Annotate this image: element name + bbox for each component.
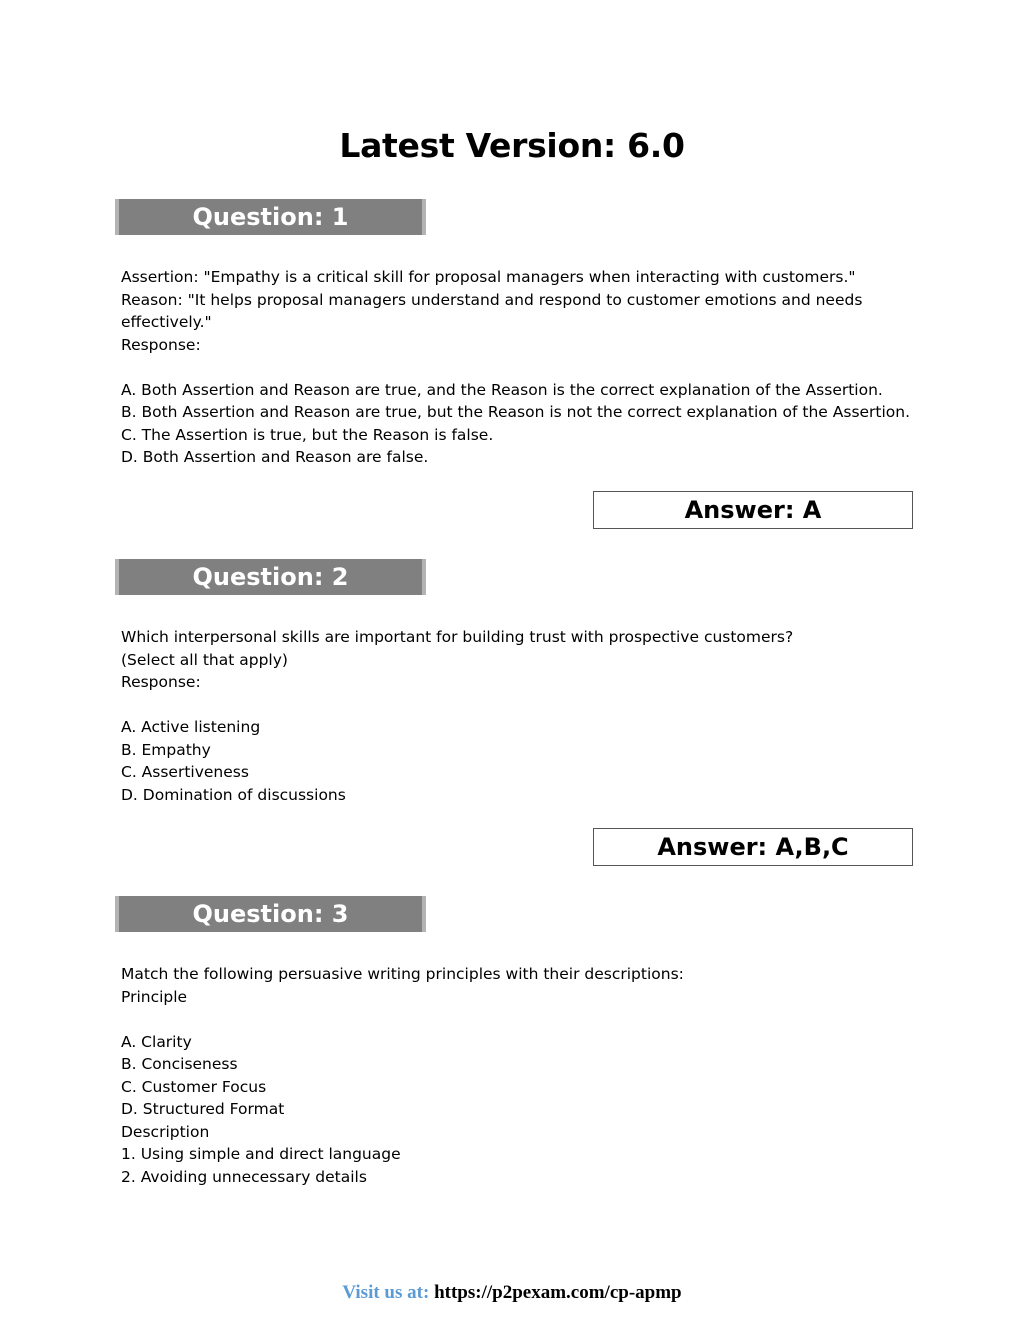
question-1-option: B. Both Assertion and Reason are true, but the Reason is not the correct explanation of the Assertion.	[121, 403, 911, 421]
question-2-line	[121, 694, 911, 717]
question-3-header-label: Question: 3	[192, 900, 349, 928]
question-1-option: A. Both Assertion and Reason are true, and the Reason is the correct explanation of the Assertion.	[121, 380, 883, 399]
question-1-header	[115, 199, 426, 235]
question-2-line: (Select all that apply)	[121, 650, 288, 669]
page-title: Latest Version: 6.0	[339, 126, 685, 165]
question-3-option: A. Clarity	[121, 1032, 192, 1051]
question-1-line: effectively."	[121, 313, 212, 331]
question-2-body	[121, 626, 911, 806]
question-1-option: D. Both Assertion and Reason are false.	[121, 448, 429, 466]
question-3-body	[121, 963, 911, 1188]
question-2-option: C. Assertiveness	[121, 763, 249, 781]
question-1-line	[121, 356, 911, 379]
question-2-option: A. Active listening	[121, 718, 261, 736]
question-3-line	[121, 1008, 911, 1031]
question-1-option: C. The Assertion is true, but the Reason is false.	[121, 425, 494, 444]
question-1-line: Assertion: "Empathy is a critical skill for proposal managers when interacting with customers."	[121, 268, 856, 286]
question-2-option: D. Domination of discussions	[121, 785, 346, 804]
question-3-description: 1. Using simple and direct language	[121, 1145, 401, 1163]
question-3-line: Description	[121, 1122, 210, 1141]
question-3-option: B. Conciseness	[121, 1055, 238, 1073]
question-1-line: Response:	[121, 335, 201, 354]
footer-url-link[interactable]: https://p2pexam.com/cp-apmp	[434, 1282, 682, 1303]
question-1-line: Reason: "It helps proposal managers understand and respond to customer emotions and needs	[121, 290, 863, 309]
question-3-option: D. Structured Format	[121, 1100, 285, 1118]
question-1-body	[121, 266, 911, 469]
question-3-line: Principle	[121, 987, 188, 1006]
question-2-line: Which interpersonal skills are important for building trust with prospective customers?	[121, 628, 794, 646]
question-1-header-label: Question: 1	[192, 203, 349, 231]
question-3-header	[115, 896, 426, 932]
question-1-answer: Answer: A	[593, 491, 913, 529]
footer	[0, 1281, 1024, 1305]
question-2-option: B. Empathy	[121, 740, 211, 759]
question-2-header-label: Question: 2	[192, 563, 349, 591]
footer-visit-label: Visit us at:	[342, 1282, 430, 1303]
question-2-answer: Answer: A,B,C	[593, 828, 913, 866]
question-2-line: Response:	[121, 673, 201, 691]
question-3-description: 2. Avoiding unnecessary details	[121, 1167, 367, 1186]
question-2-header	[115, 559, 426, 595]
question-3-option: C. Customer Focus	[121, 1077, 267, 1096]
question-3-line: Match the following persuasive writing principles with their descriptions:	[121, 965, 684, 983]
